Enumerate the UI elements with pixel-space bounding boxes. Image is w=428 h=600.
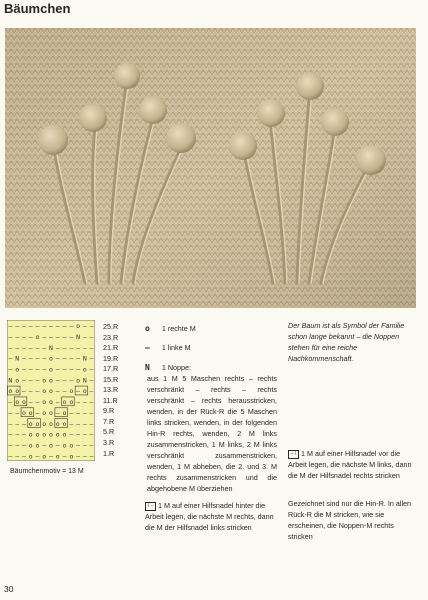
bobble-text: 1 Noppe: [161, 363, 191, 372]
chart-cell: – [55, 354, 60, 363]
chart-cell: N [15, 354, 20, 363]
row-label: 25.R [103, 322, 119, 331]
purl-symbol: – [145, 343, 150, 352]
chart-cell: – [62, 332, 67, 341]
chart-cell: o [35, 441, 40, 450]
chart-cell: – [76, 419, 81, 428]
knit-text: 1 rechte M [161, 324, 196, 333]
chart-cell: – [21, 376, 26, 385]
chart-cell: o [49, 365, 53, 374]
cross-right-symbol-icon: – \ [288, 450, 299, 459]
cross-right-text: 1 M auf einer Hilfsnadel vor die Arbeit legen, die nächste M links, dann die M der Hilfsnadel rechts stricken [288, 449, 412, 480]
chart-cell: – [28, 398, 33, 407]
chart-cell: o [28, 452, 33, 461]
chart-cell: – [21, 354, 26, 363]
legend-knit [145, 323, 196, 334]
chart-cell: – [21, 452, 26, 461]
note-text: Gezeichnet sind nur die Hin-R. In allen Rück-R die M stricken, wie sie erscheinen, die Noppen-M rechts stricken [288, 499, 412, 541]
chart-cell: – [8, 322, 13, 331]
chart-cell: o [49, 441, 53, 450]
chart-cell: – [35, 398, 40, 407]
chart-cell: – [76, 387, 81, 396]
chart-cell: o [69, 452, 74, 461]
chart-cell: o [69, 387, 74, 396]
chart-cell: o [21, 398, 26, 407]
chart-cell: o [28, 419, 33, 428]
chart-cell: – [42, 354, 47, 363]
chart-cell: – [35, 387, 40, 396]
chart-cell: o [49, 419, 53, 428]
chart-cell: – [35, 322, 40, 331]
chart-cell: N [76, 332, 81, 341]
chart-cell: – [82, 419, 87, 428]
chart-cell: o [69, 398, 74, 407]
chart-cell: – [69, 419, 74, 428]
chart-cell: o [42, 398, 47, 407]
chart-cell: N [82, 354, 87, 363]
chart-cell: o [82, 387, 87, 396]
row-label: 17.R [103, 364, 119, 374]
chart-cell: – [69, 408, 74, 417]
chart-cell: – [62, 354, 67, 363]
chart-cell: – [42, 441, 47, 450]
chart-cell: – [82, 408, 87, 417]
chart-cell: – [89, 452, 94, 461]
chart-cell: – [55, 322, 60, 331]
chart-cell: – [15, 332, 20, 341]
chart-cell: o [55, 452, 60, 461]
chart-cell: – [28, 343, 33, 352]
chart-cell: – [49, 322, 53, 331]
chart-cell: o [42, 408, 47, 417]
chart-cell: – [21, 419, 26, 428]
page-title: Bäumchen [4, 1, 71, 16]
chart-cell: – [55, 441, 60, 450]
chart-cell: o [69, 441, 74, 450]
chart-cell: – [62, 343, 67, 352]
chart-cell: – [89, 430, 94, 439]
chart-cell: – [69, 354, 74, 363]
chart-cell: – [55, 398, 60, 407]
chart-cell: – [82, 343, 87, 352]
chart-cell: – [69, 430, 74, 439]
chart-cell: – [82, 398, 87, 407]
chart-cell: o [42, 387, 47, 396]
chart-cell: – [76, 430, 81, 439]
legend-bobble [145, 362, 191, 373]
chart-cell: – [8, 343, 13, 352]
chart-cell: o [28, 441, 33, 450]
chart-cell: – [35, 354, 40, 363]
chart-cell: – [21, 441, 26, 450]
chart-cell: – [8, 408, 13, 417]
chart-cell: – [55, 387, 60, 396]
chart-cell: – [15, 430, 20, 439]
chart-cell: – [28, 376, 33, 385]
chart-cell: o [49, 408, 53, 417]
chart-cell: o [55, 419, 60, 428]
chart-cell: – [8, 419, 13, 428]
chart-cell: o [49, 398, 53, 407]
chart-cell: – [89, 387, 94, 396]
purl-text: 1 linke M [161, 343, 191, 352]
chart-cell: o [62, 430, 67, 439]
chart-cell: – [55, 365, 60, 374]
chart-cell: – [89, 376, 94, 385]
chart-cell: – [8, 441, 13, 450]
chart-cell: – [21, 365, 26, 374]
chart-cell: – [62, 452, 67, 461]
chart-cell: – [8, 332, 13, 341]
chart-cell: – [28, 322, 33, 331]
chart-cell: – [35, 452, 40, 461]
chart-cell: N [82, 376, 87, 385]
chart-cell: – [62, 376, 67, 385]
chart-cell: o [28, 408, 33, 417]
chart-cell: – [8, 430, 13, 439]
chart-cell: – [15, 419, 20, 428]
chart-cell: – [42, 332, 47, 341]
chart-cell: o [42, 419, 47, 428]
legend-cross-right [288, 448, 416, 481]
chart-cell: – [62, 365, 67, 374]
chart-cell: o [76, 322, 81, 331]
chart-cell: – [42, 343, 47, 352]
chart-cell: – [76, 398, 81, 407]
chart-cell: – [89, 398, 94, 407]
chart-cell: o [42, 376, 47, 385]
chart-cell: – [55, 332, 60, 341]
intro-text: Der Baum ist als Symbol der Familie schon lange bekannt – die Noppen stehen für eine reiche Nachkommenschaft. [288, 321, 405, 363]
knit-symbol: o [145, 324, 150, 333]
row-label: 1.R [103, 448, 115, 458]
row-label: 21.R [103, 343, 119, 353]
chart-caption: Bäumchenmotiv = 13 M [10, 468, 84, 475]
chart-cell: – [82, 332, 87, 341]
chart-cell: – [21, 332, 26, 341]
chart-cell: o [49, 354, 53, 363]
chart-cell: – [55, 376, 60, 385]
row-label: 3.R [103, 438, 115, 448]
chart-cell: – [42, 322, 47, 331]
chart-cell: – [42, 365, 47, 374]
cross-left-symbol-icon: / – [145, 502, 156, 511]
chart-cell: o [55, 430, 60, 439]
chart-cell: – [82, 452, 87, 461]
chart-cell: – [69, 322, 74, 331]
chart-cell: o [15, 398, 20, 407]
chart-cell: – [49, 332, 53, 341]
bobble-description: aus 1 M 5 Maschen rechts – rechts verschränkt – rechts – rechts verschränkt – rechts herausstricken, wenden, in der Rück-R die 5 Maschen links stricken, wenden, in der folgenden Hin-R rechts, wenden, 2 M links zusammenstricken, 1 M links, 2 M links verschränkt zusammenstricken, wenden, 1 M abheben, die 2. und 3. M rechts zusammenstricken und die abgehobene M überziehen [147, 374, 277, 493]
row-label: 15.R [103, 374, 119, 384]
chart-cell: – [89, 419, 94, 428]
chart-cell: – [28, 387, 33, 396]
page-number: 30 [4, 584, 14, 594]
chart-cell: o [28, 430, 33, 439]
chart-cell: – [15, 408, 20, 417]
chart-cell: – [89, 343, 94, 352]
chart-cell: o [42, 452, 47, 461]
chart-cell: o [49, 430, 53, 439]
row-label: 9.R [103, 406, 115, 416]
chart-cell: – [62, 322, 67, 331]
chart-cell: – [28, 365, 33, 374]
chart-cell: – [55, 408, 60, 417]
chart-cell: – [69, 376, 74, 385]
chart-cell: – [8, 398, 13, 407]
chart-cell: – [8, 354, 13, 363]
chart-cell: – [35, 343, 40, 352]
chart-cell: – [15, 452, 20, 461]
row-label: 7.R [103, 416, 115, 426]
chart-cell: – [76, 354, 81, 363]
chart-cell: – [15, 343, 20, 352]
chart-cell: – [89, 332, 94, 341]
chart-cell: – [89, 354, 94, 363]
row-label: 5.R [103, 427, 115, 437]
chart-cell: o [35, 419, 40, 428]
chart-cell: – [82, 322, 87, 331]
chart-cell: o [35, 430, 40, 439]
chart-cell: – [35, 408, 40, 417]
chart-cell: o [15, 365, 20, 374]
chart-cell: – [8, 452, 13, 461]
chart-cell: – [28, 354, 33, 363]
row-label: 13.R [103, 385, 119, 395]
chart-cell: o [76, 376, 81, 385]
cross-left-text: 1 M auf einer Hilfsnadel hinter die Arbeit legen, die nächste M rechts, dann die M der Hilfsnadel links stricken [145, 501, 274, 532]
chart-cell: o [42, 430, 47, 439]
chart-row-labels [103, 322, 131, 459]
chart-cell: – [89, 322, 94, 331]
chart-cell: – [62, 387, 67, 396]
chart-cell: o [8, 387, 13, 396]
chart-cell: – [55, 343, 60, 352]
chart-cell: – [69, 365, 74, 374]
chart-cell: – [15, 441, 20, 450]
chart-cell: o [49, 387, 53, 396]
chart-cell: – [82, 430, 87, 439]
chart-cell: – [49, 452, 53, 461]
chart-cell: – [15, 322, 20, 331]
chart-cell: N [8, 376, 13, 385]
chart-cell: – [76, 441, 81, 450]
chart-cell: o [62, 408, 67, 417]
chart-cell: o [62, 398, 67, 407]
row-label: 11.R [103, 395, 118, 405]
chart-cell: – [69, 332, 74, 341]
chart-cell: – [35, 376, 40, 385]
chart-cell: – [76, 452, 81, 461]
chart-cell: o [62, 419, 67, 428]
chart-cell: o [15, 376, 20, 385]
chart-cell: – [21, 322, 26, 331]
chart-cell: – [89, 365, 94, 374]
chart-cell: – [76, 365, 81, 374]
knitting-chart [7, 320, 95, 461]
chart-cell: – [89, 408, 94, 417]
chart-cell: – [89, 441, 94, 450]
legend-cross-left [145, 500, 275, 533]
bobble-symbol: N [145, 363, 150, 372]
chart-cell: – [69, 343, 74, 352]
row-label: 19.R [103, 353, 119, 363]
chart-cell: o [15, 387, 20, 396]
row-label: 23.R [103, 332, 119, 342]
chart-cell: – [76, 408, 81, 417]
chart-cell: o [49, 376, 53, 385]
chart-cell: o [82, 365, 87, 374]
chart-cell: – [21, 343, 26, 352]
legend-purl [145, 342, 191, 353]
chart-cell: – [21, 387, 26, 396]
chart-cell: N [49, 343, 53, 352]
chart-cell: – [82, 441, 87, 450]
chart-cell: – [28, 332, 33, 341]
chart-cell: – [76, 343, 81, 352]
chart-cell: o [35, 332, 40, 341]
chart-cell: o [21, 408, 26, 417]
knitted-tree-motif-photo [5, 28, 416, 308]
chart-cell: – [8, 365, 13, 374]
chart-cell: o [62, 441, 67, 450]
chart-cell: – [35, 365, 40, 374]
chart-cell: – [21, 430, 26, 439]
